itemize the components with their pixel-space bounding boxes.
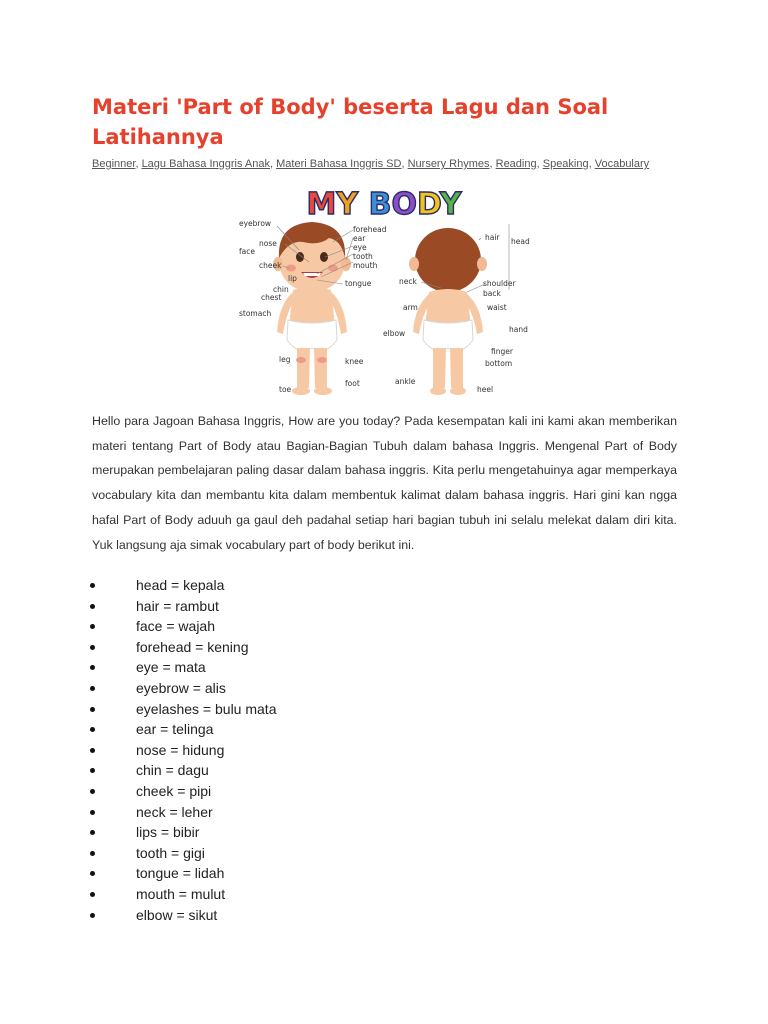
part-label: back bbox=[483, 289, 501, 298]
vocabulary-text: head = kepala bbox=[136, 577, 225, 593]
vocabulary-text: elbow = sikut bbox=[136, 906, 218, 923]
part-label: chest bbox=[261, 293, 282, 302]
part-label: hand bbox=[509, 325, 528, 334]
vocabulary-text: hair = rambut bbox=[136, 597, 219, 614]
part-label: knee bbox=[345, 357, 364, 366]
bullet-icon bbox=[90, 851, 95, 856]
vocabulary-list bbox=[88, 575, 276, 925]
vocabulary-item bbox=[88, 863, 276, 884]
part-label: face bbox=[239, 247, 255, 256]
part-label: stomach bbox=[239, 309, 272, 318]
body-parts-illustration bbox=[233, 180, 535, 398]
label-link[interactable]: Reading bbox=[495, 158, 537, 170]
part-label: ankle bbox=[395, 377, 416, 386]
label-link[interactable]: Vocabulary bbox=[594, 158, 650, 170]
part-label: eye bbox=[353, 243, 367, 252]
part-label: shoulder bbox=[483, 279, 516, 288]
heading-letter: M bbox=[306, 187, 337, 222]
part-label: tongue bbox=[345, 279, 372, 288]
part-label: lip bbox=[288, 274, 297, 283]
vocabulary-item bbox=[88, 781, 276, 802]
vocabulary-text: tongue = lidah bbox=[136, 865, 225, 882]
part-label: finger bbox=[491, 347, 513, 356]
vocabulary-item bbox=[88, 843, 276, 864]
vocabulary-item bbox=[88, 699, 276, 720]
bullet-icon bbox=[90, 686, 95, 691]
vocabulary-item bbox=[88, 575, 276, 596]
heading-letter bbox=[358, 187, 368, 222]
vocabulary-text: face = wajah bbox=[136, 618, 215, 635]
part-label: heel bbox=[477, 385, 494, 394]
heading-letter: Y bbox=[439, 187, 462, 222]
bullet-icon bbox=[90, 768, 95, 773]
part-label: chin bbox=[273, 285, 289, 294]
part-label: head bbox=[511, 237, 530, 246]
bullet-icon bbox=[90, 665, 95, 670]
label-link[interactable]: Speaking bbox=[542, 158, 589, 170]
part-label: foot bbox=[345, 379, 360, 388]
heading-letter: O bbox=[391, 187, 417, 222]
vocabulary-item bbox=[88, 802, 276, 823]
vocabulary-text: forehead = kening bbox=[136, 638, 249, 655]
vocabulary-text: nose = hidung bbox=[136, 741, 225, 758]
front-child bbox=[273, 222, 351, 395]
vocabulary-text: cheek = pipi bbox=[136, 782, 212, 799]
vocabulary-item bbox=[88, 719, 276, 740]
vocabulary-text: eyelashes = bulu mata bbox=[136, 700, 277, 717]
vocabulary-text: eye = mata bbox=[136, 659, 206, 676]
vocabulary-item bbox=[88, 657, 276, 678]
label-link[interactable]: Materi Bahasa Inggris SD bbox=[276, 158, 402, 170]
vocabulary-item bbox=[88, 678, 276, 699]
vocabulary-text: neck = leher bbox=[136, 803, 213, 820]
part-label: elbow bbox=[383, 329, 406, 338]
part-label: tooth bbox=[353, 252, 373, 261]
part-label: nose bbox=[259, 239, 277, 248]
intro-paragraph: Hello para Jagoan Bahasa Inggris, How are you today? Pada kesempatan kali ini kami akan memberikan materi tentang Part of Body atau Bagian-Bagian Tubuh dalam bahasa Inggris. Mengenal Part of Body merupakan pembelajaran paling dasar dalam bahasa inggris. Kita perlu mengetahuinya agar memperkaya vocabulary kita dan membantu kita dalam membentuk kalimat dalam bahasa inggris. Hari gini kan ngga hafal Part of Body aduuh ga gaul deh padahal setiap hari bagian tubuh ini selalu melekat dalam diri kita. Yuk langsung aja simak vocabulary part of body berikut ini. bbox=[92, 414, 677, 552]
vocabulary-item bbox=[88, 884, 276, 905]
label-link[interactable]: Nursery Rhymes bbox=[407, 158, 490, 170]
bullet-icon bbox=[90, 645, 95, 650]
label-link[interactable]: Lagu Bahasa Inggris Anak bbox=[141, 158, 270, 170]
bullet-icon bbox=[90, 624, 95, 629]
vocabulary-item bbox=[88, 740, 276, 761]
bullet-icon bbox=[90, 583, 95, 588]
bullet-icon bbox=[90, 913, 95, 918]
label-link[interactable]: Beginner bbox=[92, 158, 136, 170]
bullet-icon bbox=[90, 727, 95, 732]
bullet-icon bbox=[90, 892, 95, 897]
back-child bbox=[409, 228, 487, 395]
bullet-icon bbox=[90, 707, 95, 712]
vocabulary-item bbox=[88, 760, 276, 781]
body-parts-svg bbox=[233, 180, 535, 398]
vocabulary-item bbox=[88, 637, 276, 658]
part-label: forehead bbox=[353, 225, 387, 234]
part-label: bottom bbox=[485, 359, 513, 368]
part-label: arm bbox=[403, 303, 418, 312]
heading-letter: Y bbox=[336, 187, 359, 222]
bullet-icon bbox=[90, 810, 95, 815]
label-list: Beginner, Lagu Bahasa Inggris Anak, Materi Bahasa Inggris SD, Nursery Rhymes, Reading, Speaking, Vocabulary bbox=[92, 158, 650, 170]
part-label: eyebrow bbox=[239, 219, 272, 228]
part-label: waist bbox=[487, 303, 507, 312]
bullet-icon bbox=[90, 748, 95, 753]
vocabulary-text: eyebrow = alis bbox=[136, 679, 226, 696]
vocabulary-text: tooth = gigi bbox=[136, 844, 205, 861]
part-label: ear bbox=[353, 234, 366, 243]
bullet-icon bbox=[90, 789, 95, 794]
part-label: mouth bbox=[353, 261, 378, 270]
vocabulary-item bbox=[88, 822, 276, 843]
vocabulary-text: lips = bibir bbox=[136, 824, 200, 841]
part-label: hair bbox=[485, 233, 500, 242]
part-label: neck bbox=[399, 277, 417, 286]
bullet-icon bbox=[90, 604, 95, 609]
vocabulary-item bbox=[88, 616, 276, 637]
part-label: toe bbox=[279, 385, 292, 394]
heading-letter: B bbox=[368, 187, 392, 222]
vocabulary-text: mouth = mulut bbox=[136, 885, 226, 902]
article-title: Materi 'Part of Body' beserta Lagu dan Soal Latihannya bbox=[92, 95, 609, 149]
vocabulary-text: chin = dagu bbox=[136, 762, 209, 779]
bullet-icon bbox=[90, 830, 95, 835]
figure-heading bbox=[307, 187, 463, 222]
heading-letter: D bbox=[416, 187, 440, 222]
vocabulary-text: ear = telinga bbox=[136, 721, 214, 738]
part-label: cheek bbox=[259, 261, 282, 270]
bullet-icon bbox=[90, 871, 95, 876]
vocabulary-item bbox=[88, 905, 276, 926]
vocabulary-item bbox=[88, 596, 276, 617]
part-label: leg bbox=[279, 355, 291, 364]
